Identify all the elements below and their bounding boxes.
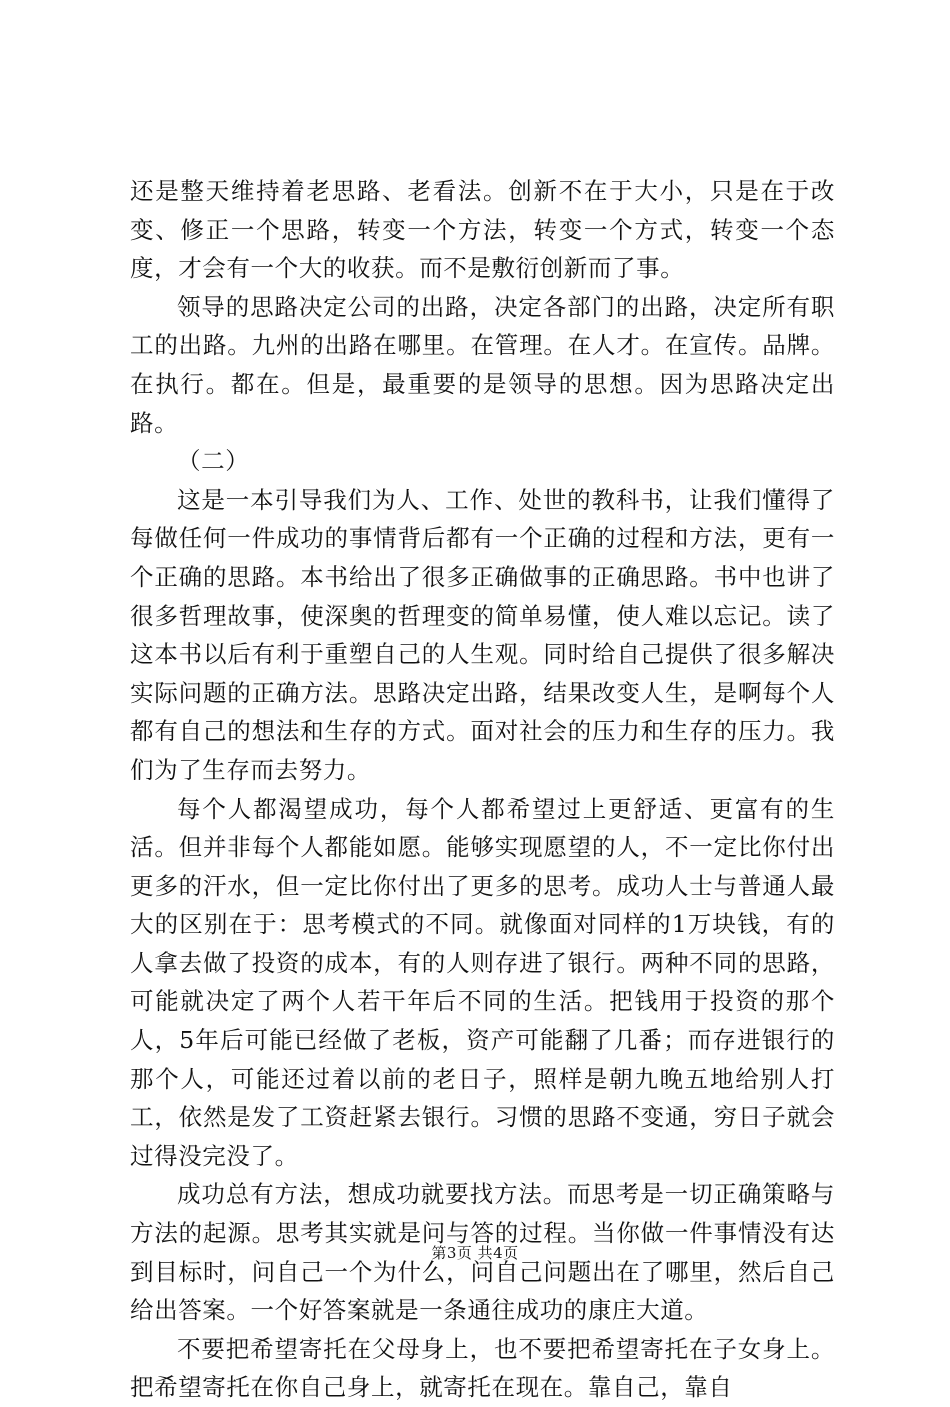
- document-body: [130, 172, 835, 1407]
- paragraph-leadership: 领导的思路决定公司的出路，决定各部门的出路，决定所有职工的出路。九州的出路在哪里。在管理。在人才。在宣传。品牌。在执行。都在。但是，最重要的是领导的思想。因为思路决定出路。: [130, 292, 835, 437]
- paragraph-book-review: 这是一本引导我们为人、工作、处世的教科书，让我们懂得了每做任何一件成功的事情背后都有一个正确的过程和方法，更有一个正确的思路。本书给出了很多正确做事的正确思路。书中也讲了很多哲理故事，使深奥的哲理变的简单易懂，使人难以忘记。读了这本书以后有利于重塑自己的人生观。同时给自己提供了很多解决实际问题的正确方法。思路决定出路，结果改变人生，是啊每个人都有自己的想法和生存的方式。面对社会的压力和生存的压力。我们为了生存而去努力。: [130, 485, 835, 784]
- paragraph-method: 成功总有方法，想成功就要找方法。而思考是一切正确策略与方法的起源。思考其实就是问与答的过程。当你做一件事情没有达到目标时，问自己一个为什么，问自己问题出在了哪里，然后自己给出答案。一个好答案就是一条通往成功的康庄大道。: [130, 1180, 835, 1325]
- paragraph-success-thinking: 每个人都渴望成功，每个人都希望过上更舒适、更富有的生活。但并非每个人都能如愿。能够实现愿望的人，不一定比你付出更多的汗水，但一定比你付出了更多的思考。成功人士与普通人最大的区别在于：思考模式的不同。就像面对同样的1万块钱，有的人拿去做了投资的成本，有的人则存进了银行。两种不同的思路，可能就决定了两个人若干年后不同的生活。把钱用于投资的那个人，5年后可能已经做了老板，资产可能翻了几番；而存进银行的那个人，可能还过着以前的老日子，照样是朝九晚五地给别人打工，依然是发了工资赶紧去银行。习惯的思路不变通，穷日子就会过得没完没了。: [130, 794, 835, 1170]
- page-number-footer: 第3页 共4页: [431, 1244, 519, 1262]
- section-heading-two: （二）: [177, 447, 250, 476]
- paragraph-self-reliance: 不要把希望寄托在父母身上，也不要把希望寄托在子女身上。把希望寄托在你自己身上，就寄托在现在。靠自己，靠自: [130, 1334, 835, 1402]
- paragraph-continuation: 还是整天维持着老思路、老看法。创新不在于大小，只是在于改变、修正一个思路，转变一个方法，转变一个方式，转变一个态度，才会有一个大的收获。而不是敷衍创新而了事。: [130, 177, 835, 283]
